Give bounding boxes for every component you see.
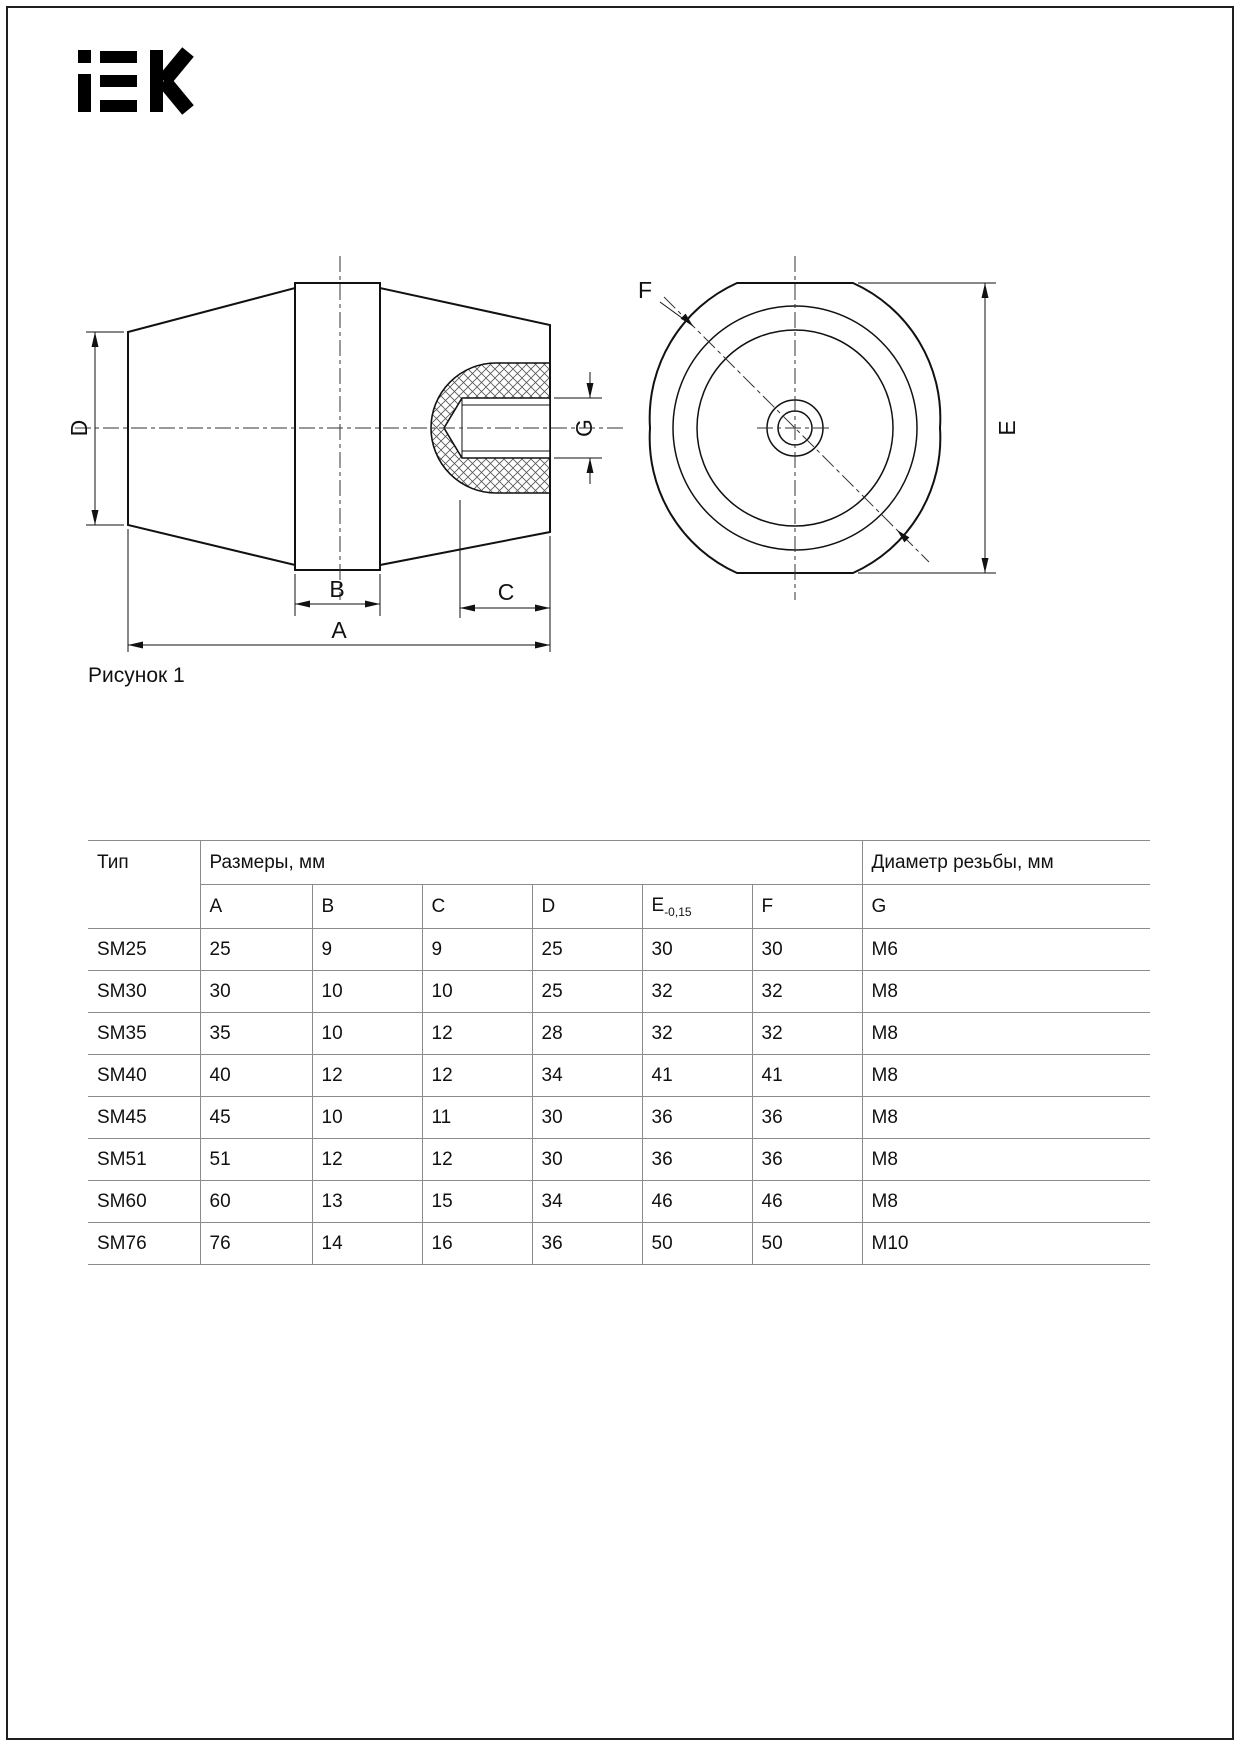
cell-a: 35 [200, 1013, 312, 1055]
cell-type: SM35 [88, 1013, 200, 1055]
cell-c: 16 [422, 1223, 532, 1265]
cell-b: 10 [312, 1097, 422, 1139]
col-header-f: F [752, 885, 862, 929]
cell-d: 30 [532, 1097, 642, 1139]
cell-b: 10 [312, 1013, 422, 1055]
cell-a: 76 [200, 1223, 312, 1265]
cell-a: 40 [200, 1055, 312, 1097]
cell-d: 25 [532, 929, 642, 971]
dimensions-table [88, 840, 1150, 1265]
table-header-groups [88, 841, 1150, 885]
front-view [638, 256, 1020, 600]
cell-g: M8 [862, 1139, 1150, 1181]
cell-a: 51 [200, 1139, 312, 1181]
col-header-d: D [532, 885, 642, 929]
cell-e: 41 [642, 1055, 752, 1097]
cell-type: SM51 [88, 1139, 200, 1181]
cell-a: 25 [200, 929, 312, 971]
cell-type: SM30 [88, 971, 200, 1013]
cell-e: 50 [642, 1223, 752, 1265]
table-row [88, 971, 1150, 1013]
cell-d: 34 [532, 1181, 642, 1223]
e-tolerance: -0,15 [664, 904, 692, 919]
cell-g: M8 [862, 1055, 1150, 1097]
cell-type: SM45 [88, 1097, 200, 1139]
cell-f: 36 [752, 1139, 862, 1181]
table-row [88, 1139, 1150, 1181]
cell-c: 11 [422, 1097, 532, 1139]
cell-f: 41 [752, 1055, 862, 1097]
cell-b: 12 [312, 1055, 422, 1097]
table-row [88, 1055, 1150, 1097]
cell-f: 50 [752, 1223, 862, 1265]
cell-g: M8 [862, 1013, 1150, 1055]
cell-b: 12 [312, 1139, 422, 1181]
dim-label-g: G [571, 419, 597, 437]
cell-c: 15 [422, 1181, 532, 1223]
cell-f: 32 [752, 1013, 862, 1055]
table-header-columns [88, 885, 1150, 929]
col-header-c: C [422, 885, 532, 929]
col-header-e: $E_{-0,15}$ [642, 885, 752, 929]
dim-label-f: F [637, 277, 653, 303]
cell-e: 36 [642, 1139, 752, 1181]
cell-f: 36 [752, 1097, 862, 1139]
cell-f: 32 [752, 971, 862, 1013]
cell-f: 46 [752, 1181, 862, 1223]
cell-d: 30 [532, 1139, 642, 1181]
dim-label-b: B [329, 576, 345, 602]
cell-d: 36 [532, 1223, 642, 1265]
cell-b: 9 [312, 929, 422, 971]
header-type: Тип [88, 841, 200, 929]
cell-type: SM76 [88, 1223, 200, 1265]
col-header-g: G [862, 885, 1150, 929]
dim-label-e: E [994, 420, 1020, 436]
cell-a: 60 [200, 1181, 312, 1223]
cell-d: 28 [532, 1013, 642, 1055]
header-dimensions-group: Размеры, мм [200, 841, 862, 885]
table-row [88, 929, 1150, 971]
cell-e: 30 [642, 929, 752, 971]
cell-type: SM40 [88, 1055, 200, 1097]
cell-e: 36 [642, 1097, 752, 1139]
cell-type: SM60 [88, 1181, 200, 1223]
cell-c: 10 [422, 971, 532, 1013]
header-thread-group: Диаметр резьбы, мм [862, 841, 1150, 885]
iek-logo [78, 50, 188, 112]
table-row [88, 1097, 1150, 1139]
cell-a: 45 [200, 1097, 312, 1139]
table-row [88, 1013, 1150, 1055]
cell-type: SM25 [88, 929, 200, 971]
cell-f: 30 [752, 929, 862, 971]
cell-c: 9 [422, 929, 532, 971]
table-row [88, 1181, 1150, 1223]
cell-g: M6 [862, 929, 1150, 971]
dim-label-a: A [331, 617, 347, 643]
cell-g: M8 [862, 1181, 1150, 1223]
side-view [66, 256, 625, 652]
cell-g: M10 [862, 1223, 1150, 1265]
col-header-a: A [200, 885, 312, 929]
cell-b: 14 [312, 1223, 422, 1265]
col-header-b: B [312, 885, 422, 929]
cell-e: 32 [642, 1013, 752, 1055]
cell-a: 30 [200, 971, 312, 1013]
cell-d: 34 [532, 1055, 642, 1097]
dim-label-c: C [497, 579, 515, 605]
cell-e: 32 [642, 971, 752, 1013]
cell-c: 12 [422, 1013, 532, 1055]
cell-g: M8 [862, 971, 1150, 1013]
cell-g: M8 [862, 1097, 1150, 1139]
cell-e: 46 [642, 1181, 752, 1223]
cell-d: 25 [532, 971, 642, 1013]
figure-caption: Рисунок 1 [88, 664, 185, 687]
cell-b: 13 [312, 1181, 422, 1223]
table-row [88, 1223, 1150, 1265]
cell-c: 12 [422, 1139, 532, 1181]
dim-label-d: D [66, 419, 92, 437]
cell-b: 10 [312, 971, 422, 1013]
cell-c: 12 [422, 1055, 532, 1097]
